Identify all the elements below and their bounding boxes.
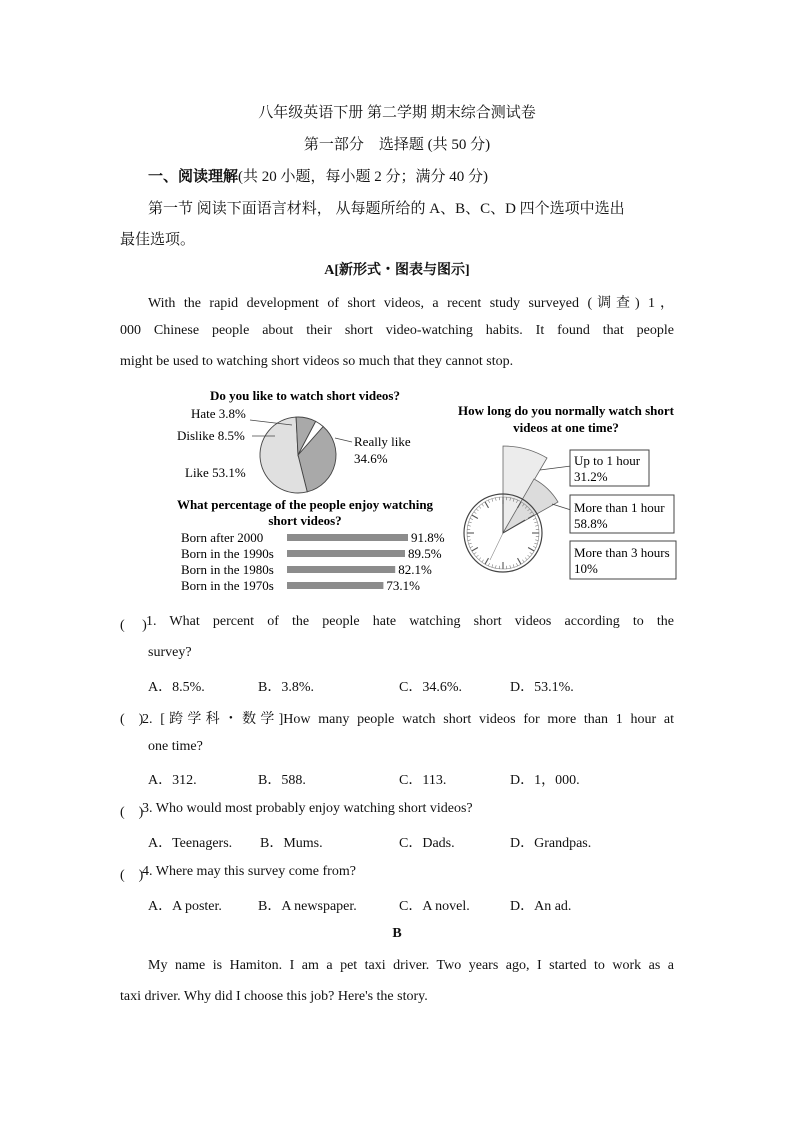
answer-blank[interactable]: ( ) — [120, 618, 147, 633]
clock-tick — [472, 548, 478, 552]
clock-tick — [469, 543, 472, 544]
pie-label-really-like-value: 34.6% — [354, 451, 388, 466]
option-a[interactable]: A．A poster. — [148, 899, 222, 914]
clock-tick — [488, 500, 489, 503]
bar-value-label: 91.8% — [411, 530, 445, 545]
question-3 — [120, 801, 675, 821]
bar-category-label: Born in the 1970s — [181, 578, 274, 593]
clock-tick — [513, 564, 514, 567]
clock-tick — [485, 502, 489, 508]
clock-tick — [534, 522, 537, 523]
passage-b-line-2: taxi driver. Why did I choose this job? Here's the story. — [120, 989, 428, 1004]
instruction-line-1: 第一节 阅读下面语言材料， 从每题所给的 A、B、C、D 四个选项中选出 — [148, 201, 625, 217]
clock-leader-1 — [540, 466, 571, 470]
section-heading-detail: (共 20 小题，每小题 2 分；满分 40 分) — [238, 169, 489, 185]
pie-chart — [260, 417, 336, 493]
question-text: 3. Who would most probably enjoy watching short videos? — [142, 801, 473, 816]
clock-tick — [492, 564, 493, 567]
clock-tick — [535, 526, 538, 527]
clock-tick — [528, 555, 530, 557]
bar-title-line-2: short videos? — [268, 513, 342, 528]
question-text: 2. [跨学科・数学]How many people watch short videos for more than 1 hour at — [142, 712, 674, 727]
clock-diagram — [464, 446, 571, 572]
bar — [287, 550, 405, 557]
instruction-line-2: 最佳选项。 — [120, 232, 196, 248]
question-2-line-2: one time? — [148, 739, 203, 754]
question-1-line-2: survey? — [148, 645, 192, 660]
clock-tick — [528, 548, 534, 552]
clock-tick — [468, 526, 471, 527]
question-1 — [120, 614, 675, 634]
question-4-options — [148, 895, 703, 915]
clock-tick — [470, 518, 473, 519]
clock-box-more-than-3-hours — [570, 541, 676, 579]
option-b[interactable]: B．3.8%. — [258, 680, 314, 695]
clock-box-label: Up to 1 hour — [574, 453, 641, 468]
clock-tick — [535, 540, 538, 541]
clock-tick — [533, 518, 536, 519]
question-1-options — [148, 676, 703, 696]
clock-tick — [530, 552, 532, 554]
question-4 — [120, 864, 675, 884]
clock-tick — [472, 515, 478, 519]
clock-tick — [516, 563, 517, 566]
answer-blank[interactable]: ( ) — [120, 868, 144, 883]
option-c[interactable]: C．34.6%. — [399, 680, 462, 695]
answer-blank[interactable]: ( ) — [120, 712, 144, 727]
bar-category-label: Born in the 1980s — [181, 562, 274, 577]
passage-b-title: B — [392, 926, 402, 941]
question-2 — [120, 708, 675, 728]
clock-tick — [525, 558, 527, 560]
clock-tick — [476, 555, 478, 557]
clock-tick — [518, 558, 522, 564]
bar-chart — [181, 530, 445, 593]
clock-hand-second — [490, 533, 503, 560]
option-b[interactable]: B．Mums. — [260, 836, 323, 851]
option-a[interactable]: A．312. — [148, 773, 197, 788]
question-3-options — [148, 832, 703, 852]
clock-tick — [482, 504, 484, 506]
bar-category-label: Born after 2000 — [181, 530, 264, 545]
clock-tick — [469, 522, 472, 523]
clock-box-more-than-1-hour — [570, 495, 674, 533]
passage-a-line-3: might be used to watching short videos so much that they cannot stop. — [120, 354, 514, 369]
clock-tick — [533, 546, 536, 547]
clock-title-line-1: How long do you normally watch short — [458, 403, 674, 418]
option-a[interactable]: A．Teenagers. — [148, 836, 233, 851]
clock-tick — [496, 565, 497, 568]
clock-box-value: 31.2% — [574, 469, 608, 484]
option-b[interactable]: B．588. — [258, 773, 306, 788]
section-heading — [148, 165, 488, 186]
bar-value-label: 89.5% — [408, 546, 442, 561]
clock-tick — [479, 558, 481, 560]
clock-tick — [534, 543, 537, 544]
pie-label-really-like-name: Really like — [354, 434, 411, 449]
question-text: 1. What percent of the people hate watching short videos according to the — [146, 614, 674, 629]
pie-label-like: Like 53.1% — [185, 465, 246, 480]
answer-blank[interactable]: ( ) — [120, 805, 144, 820]
bar-category-label: Born in the 1990s — [181, 546, 274, 561]
option-a[interactable]: A．8.5%. — [148, 680, 205, 695]
survey-figure — [0, 380, 794, 600]
clock-tick — [474, 552, 476, 554]
clock-box-up-to-1-hour — [570, 450, 649, 486]
question-2-options — [148, 769, 703, 789]
clock-tick — [492, 499, 493, 502]
passage-a-title: A[新形式・图表与图示] — [324, 263, 470, 278]
passage-a-line-1: With the rapid development of short videos, a recent study surveyed (调查) 1， — [148, 296, 674, 311]
clock-tick — [470, 546, 473, 547]
pie-leader-really-like — [335, 438, 352, 442]
clock-tick — [522, 560, 524, 562]
passage-a-line-2: 000 Chinese people about their short video-watching habits. It found that people — [120, 323, 674, 338]
bar — [287, 566, 395, 573]
bar-value-label: 73.1% — [386, 578, 420, 593]
option-b[interactable]: B．A newspaper. — [258, 899, 357, 914]
option-d[interactable]: D．An ad. — [510, 899, 572, 914]
passage-b-line-1: My name is Hamiton. I am a pet taxi driver. Two years ago, I started to work as a — [148, 958, 674, 973]
exam-title: 八年级英语下册 第二学期 期末综合测试卷 — [258, 105, 536, 121]
part-heading: 第一部分 选择题 (共 50 分) — [303, 137, 491, 153]
clock-box-value: 10% — [574, 561, 598, 576]
option-d[interactable]: D．53.1%. — [510, 680, 574, 695]
clock-tick — [510, 565, 511, 568]
bar-value-label: 82.1% — [398, 562, 432, 577]
clock-tick — [496, 498, 497, 501]
bar — [287, 582, 383, 589]
question-text: 4. Where may this survey come from? — [142, 864, 356, 879]
clock-tick — [488, 563, 489, 566]
pie-label-hate: Hate 3.8% — [191, 406, 246, 421]
clock-leader-2 — [552, 504, 571, 510]
clock-box-label: More than 1 hour — [574, 500, 665, 515]
clock-tick — [476, 509, 478, 511]
clock-tick — [474, 512, 476, 514]
bar — [287, 534, 408, 541]
clock-box-label: More than 3 hours — [574, 545, 670, 560]
option-d[interactable]: D．1，000. — [510, 773, 580, 788]
clock-tick — [479, 506, 481, 508]
clock-tick — [482, 560, 484, 562]
section-heading-label: 一、阅读理解 — [148, 169, 239, 185]
clock-tick — [485, 558, 489, 564]
pie-label-dislike: Dislike 8.5% — [177, 428, 245, 443]
clock-tick — [468, 540, 471, 541]
option-c[interactable]: C．Dads. — [399, 836, 455, 851]
clock-title-line-2: videos at one time? — [513, 420, 619, 435]
option-c[interactable]: C．113. — [399, 773, 447, 788]
option-c[interactable]: C．A novel. — [399, 899, 470, 914]
clock-box-value: 58.8% — [574, 516, 608, 531]
bar-title-line-1: What percentage of the people enjoy watching — [176, 497, 434, 512]
pie-title: Do you like to watch short videos? — [210, 388, 400, 403]
option-d[interactable]: D．Grandpas. — [510, 836, 592, 851]
